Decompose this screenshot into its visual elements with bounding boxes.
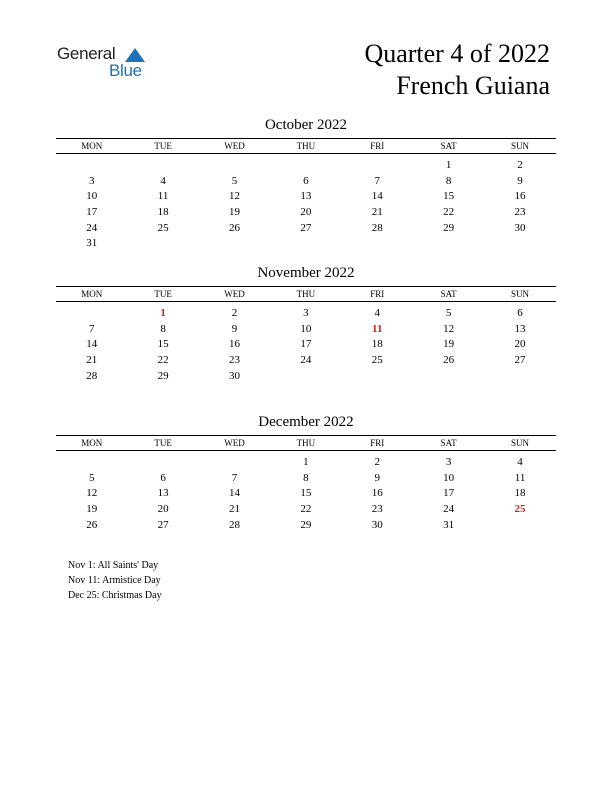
title-quarter: Quarter 4 of 2022 [364,39,550,68]
week-row [56,486,556,502]
day-cell [342,236,413,252]
weekday-label: THU [296,141,316,151]
day-cell: 1 [445,159,452,171]
weekday-label: MON [81,438,103,448]
page-title [364,38,550,102]
day-cell [199,455,270,471]
holiday-note: Dec 25: Christmas Day [68,590,162,601]
day-cell: 19 [443,338,455,351]
day-cell: 2 [231,307,238,319]
holiday-notes [68,558,162,603]
month-title: November 2022 [257,265,355,281]
day-cell: 17 [443,487,455,500]
weekday-label: FRI [370,438,385,448]
day-cell: 10 [86,190,98,203]
weekday-label: WED [224,438,245,448]
day-cell: 13 [514,322,526,335]
day-cell: 21 [228,503,240,516]
day-cell: 8 [160,322,166,335]
day-cell: 30 [371,518,383,531]
day-cell [199,236,270,252]
day-cell: 18 [371,338,383,351]
weekday-header [56,138,556,154]
holiday-note: Nov 1: All Saints' Day [68,560,159,571]
week-row [56,221,556,237]
day-cell: 6 [517,307,523,319]
day-cell [413,236,484,252]
day-cell: 29 [300,518,312,531]
logo-word-general: General [57,44,116,63]
day-cell: 30 [514,221,526,234]
day-cell [270,369,341,385]
day-cell: 24 [443,503,455,516]
day-cell: 4 [374,307,380,319]
weekday-label: SAT [440,438,457,448]
weekday-label: SAT [440,141,457,151]
week-row [56,236,556,252]
week-row [56,322,556,338]
day-cell: 22 [157,354,169,367]
day-cell: 11 [514,471,526,484]
day-cell: 20 [514,338,526,351]
day-cell: 1 [303,456,309,468]
day-cell: 7 [88,322,95,335]
day-cell: 31 [443,518,455,531]
weekday-header [56,435,556,451]
day-cell: 14 [228,487,240,500]
day-cell: 20 [157,503,169,516]
day-cell: 27 [300,221,312,234]
day-cell: 24 [300,354,312,367]
month-title: December 2022 [258,414,354,430]
day-cell [127,236,198,252]
weekday-label: TUE [154,438,172,448]
day-cell [270,236,341,252]
day-cell: 15 [443,190,455,203]
day-cell [199,158,270,174]
day-cell: 27 [514,354,526,367]
day-cell: 20 [300,206,312,219]
day-cell: 2 [374,456,380,468]
day-cell: 13 [157,487,169,500]
weekday-label: SUN [511,289,530,299]
day-cell: 11 [157,190,169,203]
day-cell: 5 [231,174,238,187]
day-cell: 31 [86,237,98,250]
day-cell [56,306,127,322]
day-cell: 21 [86,354,98,367]
day-cell: 7 [231,471,238,484]
week-row [56,518,556,534]
day-cell: 29 [157,369,169,382]
weekday-label: THU [296,438,316,448]
day-cell [484,518,555,534]
day-cell: 12 [443,322,455,335]
day-cell: 2 [517,159,523,171]
weekday-label: TUE [154,289,172,299]
month-calendar [56,413,556,533]
day-cell: 29 [443,221,455,234]
week-row [56,306,556,322]
weekday-label: WED [224,141,245,151]
day-cell: 15 [300,487,312,500]
day-cell: 7 [374,174,380,187]
week-row [56,455,556,471]
weekday-label: MON [81,289,103,299]
day-cell: 30 [228,369,240,382]
day-cell: 18 [157,206,169,219]
logo-triangle-icon [125,46,145,62]
day-cell: 13 [300,190,312,203]
day-cell [127,455,198,471]
weekday-label: FRI [370,141,385,151]
day-cell: 15 [157,338,169,351]
weekday-label: SUN [511,141,530,151]
day-cell: 23 [228,354,240,367]
day-cell: 24 [86,221,98,234]
day-cell: 16 [514,190,526,203]
week-row [56,174,556,190]
weekday-header [56,286,556,302]
day-cell [56,158,127,174]
week-row [56,471,556,487]
weekday-label: MON [81,141,103,151]
day-cell [270,158,341,174]
day-cell: 26 [228,221,240,234]
day-cell: 6 [160,471,166,484]
day-cell: 4 [160,174,166,187]
day-cell: 16 [371,487,383,500]
day-cell: 23 [514,206,526,219]
day-cell [342,158,413,174]
day-cell: 17 [300,338,312,351]
weekday-label: SAT [440,289,457,299]
day-cell: 12 [228,190,240,203]
day-cell: 9 [231,322,238,335]
day-cell: 18 [514,487,526,500]
day-cell: 21 [371,206,383,219]
weekday-label: FRI [370,289,385,299]
day-cell: 16 [228,338,240,351]
day-cell: 14 [86,338,98,351]
day-cell: 5 [445,307,452,319]
day-cell [127,158,198,174]
day-cell: 25 [157,221,169,234]
day-cell: 28 [228,518,240,531]
day-cell: 27 [157,518,169,531]
week-row [56,369,556,385]
logo-word-blue: Blue [109,61,142,80]
day-cell: 8 [445,174,452,187]
day-cell: 3 [88,174,95,187]
day-cell: 22 [300,503,312,516]
day-cell: 17 [86,206,98,219]
day-cell: 28 [371,221,383,234]
day-cell [484,236,555,252]
week-row [56,205,556,221]
day-cell: 9 [517,174,523,187]
holiday-note: Nov 11: Armistice Day [68,575,161,586]
day-cell: 26 [86,518,98,531]
week-row [56,353,556,369]
day-cell: 10 [300,322,312,335]
day-cell: 19 [228,206,240,219]
weekday-label: TUE [154,141,172,151]
weekday-label: THU [296,289,316,299]
day-cell: 25 [371,354,383,367]
day-cell: 23 [371,503,383,516]
day-cell: 25 [514,503,526,516]
month-title: October 2022 [264,117,348,133]
generalblue-logo [57,44,157,84]
day-cell: 26 [443,354,455,367]
week-row [56,502,556,518]
title-region: French Guiana [396,71,550,100]
day-cell: 3 [445,456,452,468]
day-cell: 11 [372,322,383,335]
weekday-label: SUN [511,438,530,448]
day-cell: 6 [303,174,309,187]
day-cell [413,369,484,385]
month-calendar [56,264,556,384]
day-cell: 9 [374,471,380,484]
day-cell: 10 [443,471,455,484]
week-row [56,189,556,205]
day-cell: 19 [86,503,98,516]
day-cell [56,455,127,471]
day-cell [484,369,555,385]
day-cell: 8 [303,471,309,484]
day-cell [342,369,413,385]
day-cell: 4 [517,456,523,468]
day-cell: 28 [86,369,98,382]
day-cell: 3 [303,307,309,319]
month-calendar [56,116,556,252]
week-row [56,337,556,353]
day-cell: 22 [443,206,455,219]
day-cell: 1 [160,307,166,319]
week-row [56,158,556,174]
day-cell: 5 [88,471,95,484]
day-cell: 12 [86,487,98,500]
day-cell: 14 [371,190,383,203]
weekday-label: WED [224,289,245,299]
